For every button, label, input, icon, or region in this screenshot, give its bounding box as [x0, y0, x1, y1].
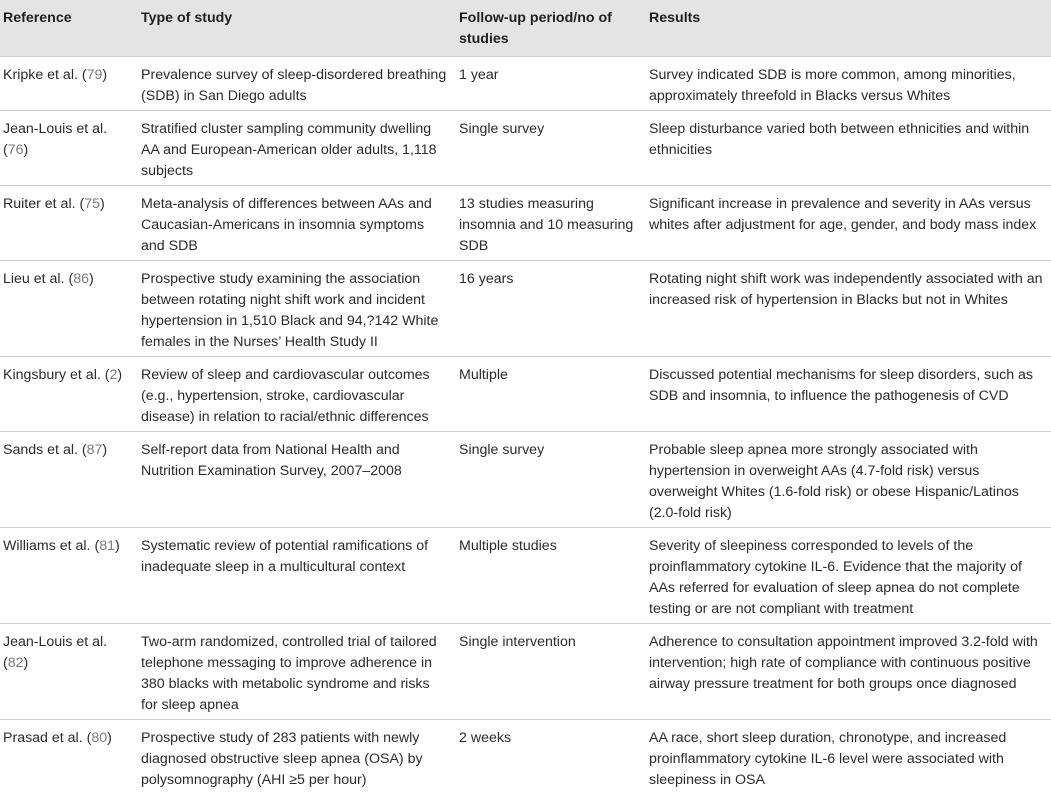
header-follow-up: Follow-up period/no of studies	[456, 0, 646, 57]
paren-open: (	[78, 442, 87, 458]
table-row	[0, 111, 1051, 186]
reference-author: Prasad et al.	[3, 730, 83, 746]
results-cell: AA race, short sleep duration, chronotype, and increased proinflammatory cytokine IL-6 level were associated with sleepiness in OSA	[646, 720, 1051, 794]
paren-open: (	[91, 538, 100, 554]
reference-cell	[0, 720, 138, 794]
reference-number-link[interactable]: 82	[8, 655, 24, 671]
results-cell: Rotating night shift work was independently associated with an increased risk of hypertension in Blacks but not in Whites	[646, 261, 1051, 357]
results-cell: Significant increase in prevalence and severity in AAs versus whites after adjustment for age, gender, and body mass index	[646, 186, 1051, 261]
reference-cell	[0, 111, 138, 186]
paren-close: )	[117, 367, 122, 383]
reference-cell	[0, 186, 138, 261]
reference-number-link[interactable]: 76	[8, 142, 24, 158]
study-type-cell: Stratified cluster sampling community dwelling AA and European-American older adults, 1,118 subjects	[138, 111, 456, 186]
paren-open: (	[3, 655, 8, 671]
paren-open: (	[83, 730, 92, 746]
study-type-cell: Meta-analysis of differences between AAs and Caucasian-Americans in insomnia symptoms and SDB	[138, 186, 456, 261]
study-type-cell: Self-report data from National Health and Nutrition Examination Survey, 2007–2008	[138, 432, 456, 528]
reference-number-link[interactable]: 2	[109, 367, 117, 383]
follow-up-cell: Multiple	[456, 357, 646, 432]
paren-close: )	[107, 730, 112, 746]
paren-open: (	[65, 271, 74, 287]
paren-open: (	[76, 196, 85, 212]
table-row	[0, 357, 1051, 432]
follow-up-cell: Multiple studies	[456, 528, 646, 624]
table-row	[0, 261, 1051, 357]
results-cell: Severity of sleepiness corresponded to levels of the proinflammatory cytokine IL-6. Evidence that the majority of AAs referred for evaluation of sleep apnea do not complete testing or are not compliant with treatment	[646, 528, 1051, 624]
paren-close: )	[102, 67, 107, 83]
reference-author: Kripke et al.	[3, 67, 78, 83]
follow-up-cell: 13 studies measuring insomnia and 10 measuring SDB	[456, 186, 646, 261]
follow-up-cell: 16 years	[456, 261, 646, 357]
results-cell: Survey indicated SDB is more common, among minorities, approximately threefold in Blacks versus Whites	[646, 57, 1051, 111]
table-row	[0, 528, 1051, 624]
follow-up-cell: Single survey	[456, 432, 646, 528]
reference-cell	[0, 261, 138, 357]
reference-author: Kingsbury et al.	[3, 367, 101, 383]
results-cell: Probable sleep apnea more strongly associated with hypertension in overweight AAs (4.7-fold risk) versus overweight Whites (1.6-fold risk) or obese Hispanic/Latinos (2.0-fold risk)	[646, 432, 1051, 528]
paren-close: )	[115, 538, 120, 554]
reference-number-link[interactable]: 86	[73, 271, 89, 287]
reference-number-link[interactable]: 79	[87, 67, 103, 83]
reference-number-link[interactable]: 87	[87, 442, 103, 458]
reference-cell	[0, 528, 138, 624]
follow-up-cell: 2 weeks	[456, 720, 646, 794]
table-row	[0, 57, 1051, 111]
table-row	[0, 432, 1051, 528]
paren-open: (	[78, 67, 87, 83]
paren-open: (	[101, 367, 110, 383]
reference-author: Williams et al.	[3, 538, 91, 554]
results-cell: Adherence to consultation appointment improved 3.2-fold with intervention; high rate of compliance with continuous positive airway pressure treatment for both groups once diagnosed	[646, 624, 1051, 720]
reference-number-link[interactable]: 80	[91, 730, 107, 746]
table-row	[0, 186, 1051, 261]
reference-author: Jean-Louis et al.	[3, 121, 107, 137]
study-type-cell: Two-arm randomized, controlled trial of tailored telephone messaging to improve adherence in 380 blacks with metabolic syndrome and risks for sleep apnea	[138, 624, 456, 720]
table-header-row	[0, 0, 1051, 57]
table-row	[0, 624, 1051, 720]
results-cell: Sleep disturbance varied both between ethnicities and within ethnicities	[646, 111, 1051, 186]
header-reference: Reference	[0, 0, 138, 57]
header-results: Results	[646, 0, 1051, 57]
paren-close: )	[24, 142, 29, 158]
header-type-of-study: Type of study	[138, 0, 456, 57]
study-type-cell: Review of sleep and cardiovascular outcomes (e.g., hypertension, stroke, cardiovascular disease) in relation to racial/ethnic differences	[138, 357, 456, 432]
reference-author: Lieu et al.	[3, 271, 65, 287]
reference-cell	[0, 624, 138, 720]
table-row	[0, 720, 1051, 794]
reference-author: Sands et al.	[3, 442, 78, 458]
table-body	[0, 57, 1051, 794]
paren-close: )	[102, 442, 107, 458]
reference-cell	[0, 57, 138, 111]
reference-author: Jean-Louis et al.	[3, 634, 107, 650]
reference-number-link[interactable]: 75	[84, 196, 100, 212]
study-type-cell: Prospective study of 283 patients with newly diagnosed obstructive sleep apnea (OSA) by polysomnography (AHI ≥5 per hour)	[138, 720, 456, 794]
results-cell: Discussed potential mechanisms for sleep disorders, such as SDB and insomnia, to influence the pathogenesis of CVD	[646, 357, 1051, 432]
reference-cell	[0, 357, 138, 432]
reference-cell	[0, 432, 138, 528]
paren-close: )	[24, 655, 29, 671]
study-type-cell: Prevalence survey of sleep-disordered breathing (SDB) in San Diego adults	[138, 57, 456, 111]
follow-up-cell: 1 year	[456, 57, 646, 111]
paren-open: (	[3, 142, 8, 158]
paren-close: )	[89, 271, 94, 287]
paren-close: )	[100, 196, 105, 212]
reference-number-link[interactable]: 81	[99, 538, 115, 554]
reference-author: Ruiter et al.	[3, 196, 76, 212]
follow-up-cell: Single survey	[456, 111, 646, 186]
study-type-cell: Systematic review of potential ramifications of inadequate sleep in a multicultural context	[138, 528, 456, 624]
study-type-cell: Prospective study examining the association between rotating night shift work and incident hypertension in 1,510 Black and 94,?142 White females in the Nurses’ Health Study II	[138, 261, 456, 357]
follow-up-cell: Single intervention	[456, 624, 646, 720]
